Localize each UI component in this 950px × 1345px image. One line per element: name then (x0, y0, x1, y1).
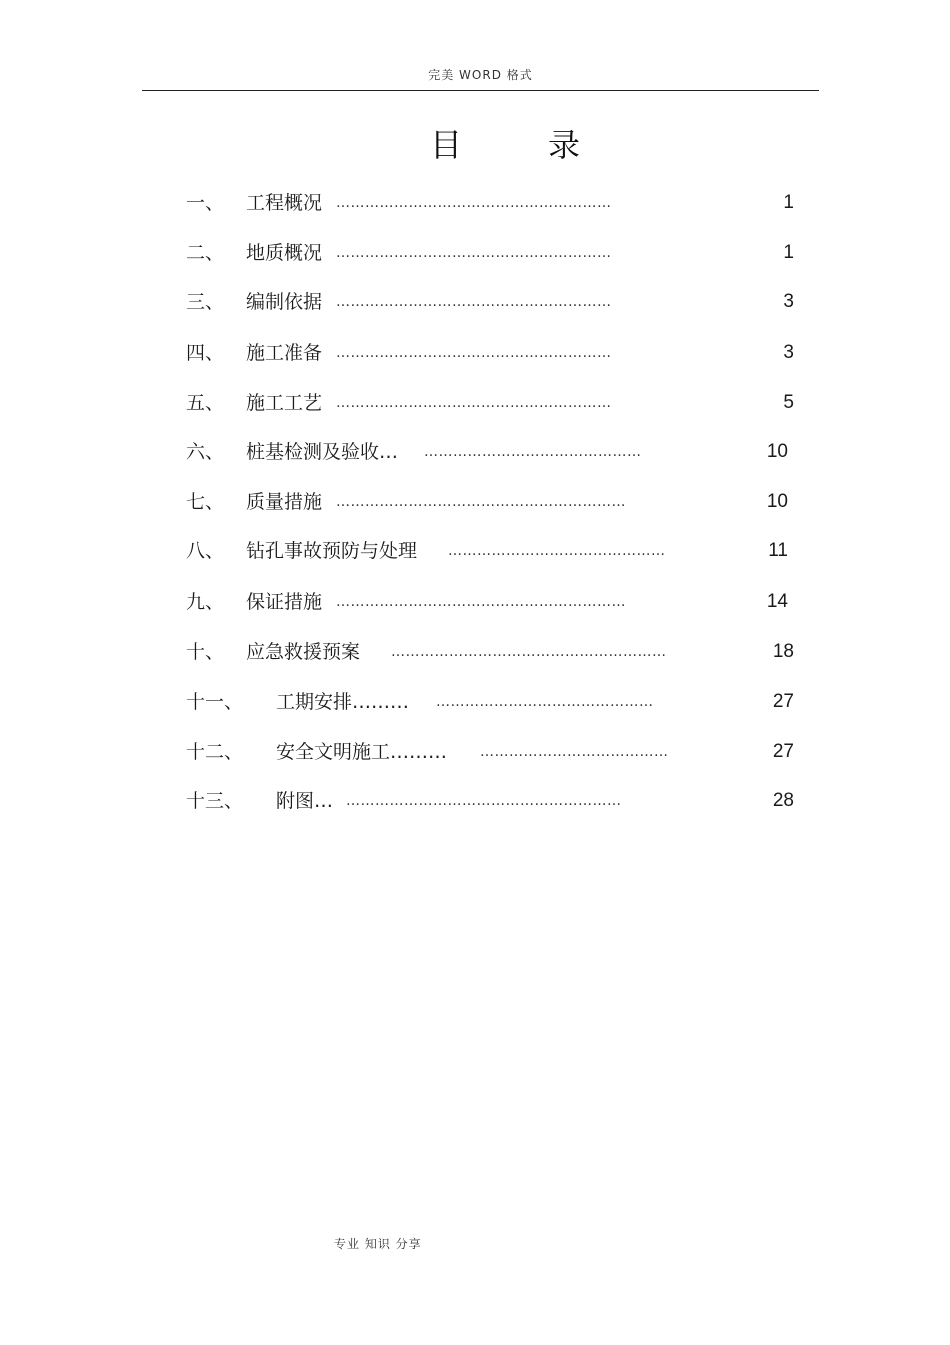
toc-entry-number: 五、 (186, 392, 225, 414)
toc-entry-leader: ……………………………………… (436, 694, 654, 710)
toc-entry-leader: ………………………………………………… (346, 793, 622, 809)
toc-entry-number: 十二、 (186, 741, 244, 763)
toc-entry-title: 附图… (276, 790, 334, 812)
toc-entry-leader: ………………………………………………… (336, 395, 612, 411)
toc-entry-number: 一、 (186, 192, 225, 214)
toc-entry-number: 九、 (186, 591, 225, 613)
toc-entry-title: 工期安排……… (276, 691, 410, 713)
toc-entry-page: 10 (766, 441, 788, 462)
toc-entry-title: 桩基检测及验收… (246, 441, 399, 463)
toc-entry-page: 1 (783, 242, 794, 263)
toc-entry-page: 27 (772, 691, 794, 712)
toc-entry-leader: ………………………………… (480, 744, 669, 760)
toc-entry-leader: ……………………………………… (448, 543, 666, 559)
toc-entry-number: 三、 (186, 291, 225, 313)
toc-entry-title: 质量措施 (246, 491, 323, 513)
toc-entry[interactable] (186, 537, 798, 565)
toc-entry[interactable] (186, 787, 798, 815)
toc-entry-page: 11 (768, 540, 788, 561)
toc-entry[interactable] (186, 738, 798, 766)
toc-entry[interactable] (186, 588, 798, 616)
toc-entry-leader: ………………………………………………… (336, 195, 612, 211)
toc-entry-page: 1 (783, 192, 794, 213)
toc-entry-page: 5 (783, 392, 794, 413)
toc-entry[interactable] (186, 638, 798, 666)
toc-entry-page: 10 (766, 491, 788, 512)
toc-entry-title: 施工工艺 (246, 392, 323, 414)
toc-entry[interactable] (186, 438, 798, 466)
toc-entry-leader: ………………………………………………… (336, 294, 612, 310)
toc-entry-page: 3 (783, 291, 794, 312)
toc-entry[interactable] (186, 339, 798, 367)
toc-entry-title: 应急救援预案 (246, 641, 361, 663)
toc-entry-title: 安全文明施工……… (276, 741, 448, 763)
toc-entry-leader: …………………………………………………… (336, 594, 626, 610)
toc-entry-page: 28 (772, 790, 794, 811)
toc-entry-number: 十一、 (186, 691, 244, 713)
toc-entry-page: 27 (772, 741, 794, 762)
toc-entry[interactable] (186, 239, 798, 267)
toc-entry-title: 保证措施 (246, 591, 323, 613)
toc-entry[interactable] (186, 389, 798, 417)
toc-title-char-2: 录 (548, 126, 581, 164)
toc-entry-leader: ……………………………………… (424, 444, 642, 460)
toc-entry[interactable] (186, 688, 798, 716)
toc-entry-number: 十、 (186, 641, 225, 663)
page-footer: 专业 知识 分享 (334, 1237, 422, 1251)
toc-entry-number: 六、 (186, 441, 225, 463)
toc-entry-title: 钻孔事故预防与处理 (246, 540, 418, 562)
toc-title-char-1: 目 (430, 126, 463, 164)
toc-entry-page: 14 (766, 591, 788, 612)
toc-entry-leader: ………………………………………………… (336, 245, 612, 261)
toc-entry-leader: ………………………………………………… (336, 345, 612, 361)
toc-entry-page: 18 (772, 641, 794, 662)
toc-entry[interactable] (186, 189, 798, 217)
toc-entry-number: 四、 (186, 342, 225, 364)
toc-entry-title: 施工准备 (246, 342, 323, 364)
page-header: 完美 WORD 格式 (428, 68, 533, 82)
toc-entry-number: 七、 (186, 491, 225, 513)
toc-entry-title: 编制依据 (246, 291, 323, 313)
toc-entry-page: 3 (783, 342, 794, 363)
toc-entry[interactable] (186, 288, 798, 316)
toc-entry-leader: …………………………………………………… (336, 494, 626, 510)
toc-entry-number: 二、 (186, 242, 225, 264)
toc-entry[interactable] (186, 488, 798, 516)
toc-entry-number: 十三、 (186, 790, 244, 812)
toc-entry-title: 地质概况 (246, 242, 323, 264)
toc-entry-number: 八、 (186, 540, 225, 562)
toc-entry-leader: ………………………………………………… (391, 644, 667, 660)
toc-entry-title: 工程概况 (246, 192, 323, 214)
